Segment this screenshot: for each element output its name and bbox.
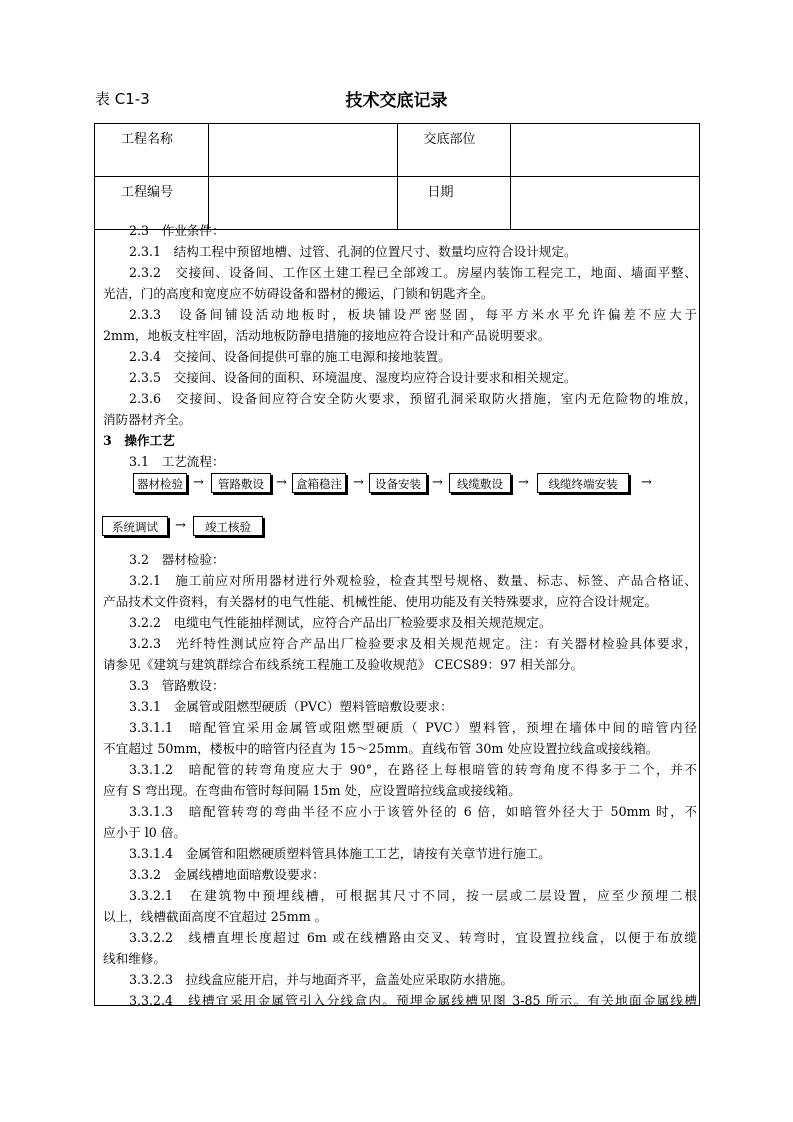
text-line: 3.3.1.1 暗配管宜采用金属管或阻燃型硬质（ PVC）塑料管，预埋在墙体中间的暗管内径 — [129, 720, 697, 735]
section-3-1-heading: 3.1 工艺流程： — [129, 454, 225, 469]
flow-arrow: → — [193, 475, 204, 490]
flow-step-final-acceptance: 竣工核验 — [193, 516, 263, 536]
record-form — [94, 123, 700, 1006]
text-line: 消防器材齐全。 — [103, 412, 192, 427]
section-3-heading: 3 操作工艺 — [103, 433, 175, 448]
text-line: 3.3.1.3 暗配管转弯的弯曲半径不应小于该管外径的 6 倍，如暗管外径大于 50mm 时，不 — [129, 804, 697, 819]
text-line: 应有 S 弯出现。在弯曲布管时每间隔 15m 处，应设置暗拉线盒或接线箱。 — [103, 783, 521, 798]
flow-arrow: → — [432, 475, 443, 490]
text-line: 2.3.6 交接间、设备间应符合安全防火要求，预留孔洞采取防火措施，室内无危险物的堆放， — [129, 391, 697, 406]
handover-part-label: 交底部位 — [397, 124, 510, 177]
section-3-3-heading: 3.3 管路敷设： — [129, 678, 225, 693]
info-row-1 — [95, 124, 699, 177]
text-line: 3.2.3 光纤特性测试应符合产品出厂检验要求及相关规范规定。注：有关器材检验具体要求， — [129, 636, 697, 651]
project-name-label: 工程名称 — [95, 124, 208, 177]
text-line: 应小于 l0 倍。 — [103, 825, 187, 840]
text-line: 2.3.5 交接间、设备间的面积、环境温度、湿度均应符合设计要求和相关规定。 — [129, 370, 577, 385]
text-line: 2.3.2 交接间、设备间、工作区土建工程已全部竣工。房屋内装饰工程完工，地面、墙面平整、 — [129, 265, 697, 280]
flow-step-material-check: 器材检验 — [133, 473, 187, 493]
process-flow-row-1 — [95, 473, 699, 503]
flow-step-system-debug: 系统调试 — [102, 516, 168, 536]
info-table — [95, 124, 699, 230]
flow-step-box-install: 盒箱稳注 — [292, 473, 346, 493]
handover-part-field[interactable] — [510, 124, 699, 177]
flow-arrow: → — [353, 475, 364, 490]
text-line: 3.3.2.3 拉线盒应能开启，并与地面齐平，盒盖处应采取防水措施。 — [129, 972, 514, 987]
project-name-field[interactable] — [208, 124, 397, 177]
text-line: 不宜超过 50mm，楼板中的暗管内径直为 15～25mm。直线布管 30m 处应设置拉线盒或接线箱。 — [103, 741, 659, 756]
text-line: 产品技术文件资料，有关器材的电气性能、机械性能、使用功能及有关特殊要求，应符合设计规定。 — [103, 594, 658, 609]
flow-arrow: → — [641, 475, 652, 490]
text-line: 光洁，门的高度和宽度应不妨碍设备和器材的搬运，门锁和钥匙齐全。 — [103, 286, 494, 301]
text-line: 3.3.2.2 线槽直埋长度超过 6m 或在线槽路由交叉、转弯时，宜设置拉线盒，以便于布放缆 — [129, 930, 697, 945]
date-label: 日期 — [397, 177, 510, 230]
text-line: 3.3.2 金属线槽地面暗敷设要求： — [129, 867, 325, 882]
text-line: 3.3.2.1 在建筑物中预埋线槽，可根据其尺寸不同，按一层或二层设置，应至少预埋二根 — [129, 888, 697, 903]
section-2-3-heading: 2.3 作业条件： — [129, 223, 225, 238]
text-line: 3.3.2.4 线槽宜采用金属管引入分线盒内。预埋金属线槽见图 3-85 所示。有关地面金属线槽 — [129, 993, 697, 1008]
flow-arrow: → — [276, 475, 287, 490]
text-line: 3.3.1.4 金属管和阻燃硬质塑料管具体施工工艺，请按有关章节进行施工。 — [129, 846, 551, 861]
flow-step-cable-laying: 线缆敷设 — [449, 473, 511, 493]
text-line: 2.3.4 交接间、设备间提供可靠的施工电源和接地装置。 — [129, 349, 451, 364]
text-line: 2.3.3 设备间铺设活动地板时，板块铺设严密竖固，每平方米水平允许偏差不应大于 — [129, 307, 697, 322]
flow-arrow: → — [175, 518, 186, 533]
flow-step-equipment-install: 设备安装 — [369, 473, 427, 493]
process-flow-row-2 — [95, 516, 699, 546]
text-line: 3.3.1 金属管或阻燃型硬质（PVC）塑料管暗敷设要求： — [129, 699, 453, 714]
project-no-label: 工程编号 — [95, 177, 208, 230]
form-code: 表 C1-3 — [95, 90, 150, 108]
flow-arrow: → — [518, 475, 529, 490]
text-line: 3.2.1 施工前应对所用器材进行外观检验，检查其型号规格、数量、标志、标签、产品合格证、 — [129, 573, 697, 588]
flow-step-cable-termination: 线缆终端安装 — [537, 473, 629, 493]
text-line: 线和维修。 — [103, 951, 166, 966]
flow-step-pipe-laying: 管路敷设 — [211, 473, 271, 493]
page-title: 技术交底记录 — [345, 91, 448, 111]
text-line: 2.3.1 结构工程中预留地槽、过管、孔洞的位置尺寸、数量均应符合设计规定。 — [129, 244, 577, 259]
text-line: 2mm，地板支柱牢固，活动地板防静电措施的接地应符合设计和产品说明要求。 — [103, 328, 551, 343]
text-line: 请参见《建筑与建筑群综合布线系统工程施工及验收规范》 CECS89：97 相关部分。 — [103, 657, 584, 672]
text-line: 3.2.2 电缆电气性能抽样测试，应符合产品出厂检验要求及相关规范规定。 — [129, 615, 552, 630]
text-line: 3.3.1.2 暗配管的转弯角度应大于 90°，在路径上每根暗管的转弯角度不得多于二个，并不 — [129, 762, 697, 777]
text-line: 以上，线槽截面高度不宜超过 25mm 。 — [103, 909, 328, 924]
section-3-2-heading: 3.2 器材检验： — [129, 552, 225, 567]
